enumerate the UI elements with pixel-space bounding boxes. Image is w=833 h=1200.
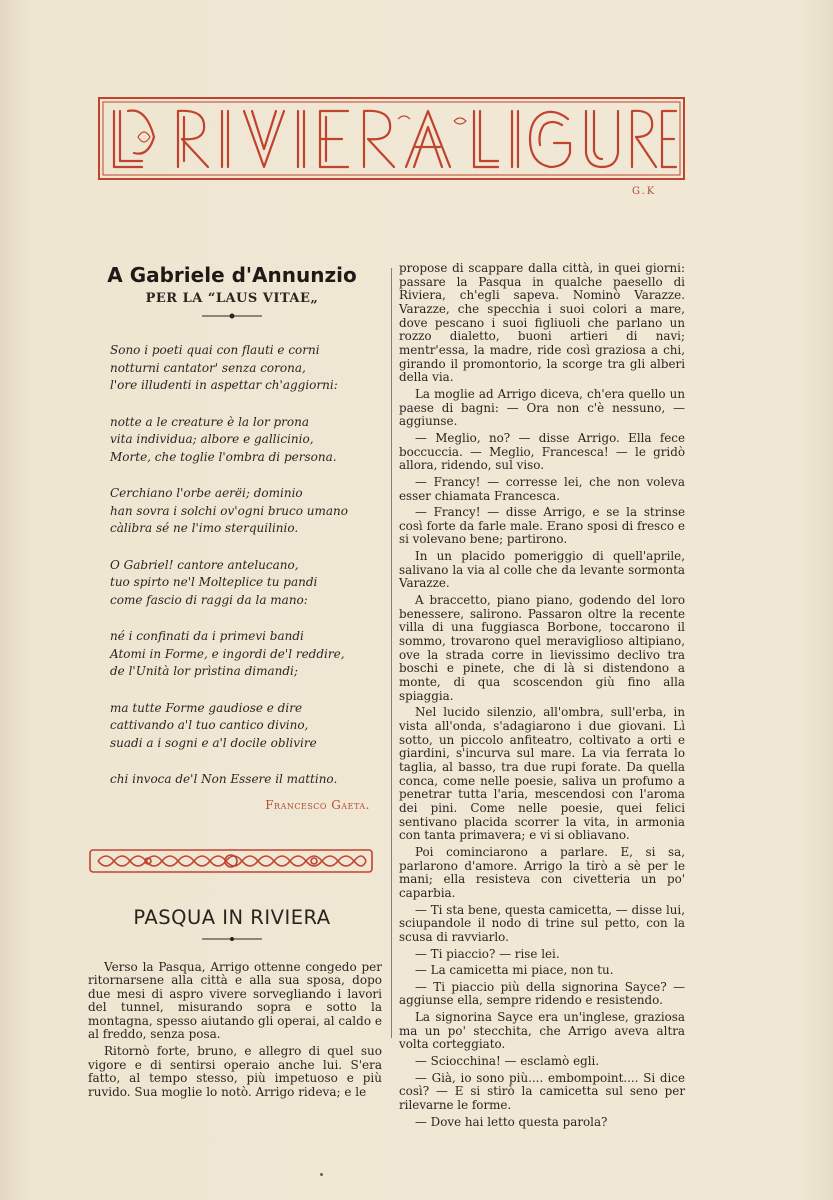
poem-verse: ma tutte Forme gaudiose e dire xyxy=(110,700,303,715)
story-paragraph: — Sciocchina! — esclamò egli. xyxy=(415,1054,600,1069)
story-paragraph: — La camicetta mi piace, non tu. xyxy=(415,963,614,978)
story-paragraph: Nel lucido silenzio, all'ombra, sull'erba, in vista all'onda, s'adagiarono i due giovani. Lì sotto, un piccolo anfiteatro, coltivato a orti e giardini, s'incurva sul mare. La via ferrata lo taglia, al basso, tra due rupi forate. Da quella conca, come nelle poesie, saliva un profumo a penetrar tutta l'aria, mescendosi con l'aroma dei pini. Come nelle poesie, quei felici sentivano placida scorrer la vita, in armonia con tanta primavera; e vi si obliavano. xyxy=(399,705,685,843)
poem-stanza xyxy=(110,342,378,395)
poem-author: Francesco Gaeta. xyxy=(265,797,370,812)
story-paragraph: — Ti piaccio più della signorina Sayce? — aggiunse ella, sempre ridendo e resistendo. xyxy=(399,979,685,1008)
poem-stanzas xyxy=(82,342,382,789)
poem-stanza xyxy=(110,771,378,789)
story-paragraph: Ritornò forte, bruno, e allegro di quel suo vigore e di sentirsi operaio anche lui. S'era fatto, al tempo stesso, più impetuoso e più ruvido. Sua moglie lo notò. Arrigo rideva; e le xyxy=(88,1044,382,1099)
poem-verse: suadi a i sogni e a'l docile oblivire xyxy=(110,735,317,750)
left-column xyxy=(82,260,382,1102)
story-title: PASQUA IN RIVIERA xyxy=(133,905,331,929)
poem-verse: càlibra sé ne l'imo sterquilinio. xyxy=(110,521,299,535)
poem-verse: O Gabriel! cantore antelucano, xyxy=(110,557,299,572)
story-paragraph: Verso la Pasqua, Arrigo ottenne congedo per ritornarsene alla città e alla sua sposa, dopo due mesi di aspro vivere sorvegliando i lavori del tunnel, misurando sopra e sotto la montagna, spesso aiutando gli operai, al caldo e al freddo, senza posa. xyxy=(88,959,382,1042)
story-paragraph: — Ti sta bene, questa camicetta, — disse lui, sciupandole il nodo di trine sul petto, con la scusa di ravviarlo. xyxy=(399,902,685,944)
story-paragraph: La moglie ad Arrigo diceva, ch'era quello un paese di bagni: — Ora non c'è nessuno, — aggiunse. xyxy=(399,386,685,429)
page-mark xyxy=(320,1173,323,1176)
poem-stanza xyxy=(110,628,378,681)
poem-subtitle: PER LA “LAUS VITAE„ xyxy=(145,291,319,306)
story-paragraph: — Meglio, no? — disse Arrigo. Ella fece boccuccia. — Meglio, Francesca! — le gridò allora, ridendo, sul viso. xyxy=(399,430,685,473)
decorative-divider-icon xyxy=(88,846,374,876)
story-paragraph: — Francy! — disse Arrigo, e se la strinse così forte da farle male. Erano sposi di fresco e si volevano bene; partirono. xyxy=(399,505,685,547)
poem-verse: han sovra i solchi ov'ogni bruco umano xyxy=(110,503,348,518)
story-paragraph: In un placido pomeriggio di quell'aprile, salivano la via al colle che da levante sormonta Varazze. xyxy=(399,549,685,591)
story-paragraph: — Già, io sono più.... embompoint.... Si dice così? — E si stirò la camicetta sul seno per rilevarne le forme. xyxy=(399,1070,685,1113)
poem-verse: Morte, che toglie l'ombra di persona. xyxy=(110,449,337,464)
poem-stanza xyxy=(110,414,378,467)
story-paragraph: — Dove hai letto questa parola? xyxy=(415,1114,608,1129)
poem-stanza xyxy=(110,700,378,753)
poem-stanza xyxy=(110,485,378,538)
story-paragraph: — Ti piaccio? — rise lei. xyxy=(415,946,560,961)
poem-verse: Cerchiano l'orbe aerëi; dominio xyxy=(110,486,303,500)
story-paragraph: — Francy! — corresse lei, che non voleva esser chiamata Francesca. xyxy=(399,474,685,503)
poem-verse: Atomi in Forme, e ingordi de'l reddire, xyxy=(110,646,345,661)
poem-verse: né i confinati da i primevi bandi xyxy=(110,629,304,643)
poem-stanza xyxy=(110,557,378,610)
poem-verse: Sono i poeti quai con flauti e corni xyxy=(110,343,320,357)
poem-verse: come fascio di raggi da la mano: xyxy=(110,592,308,607)
poem-verse: tuo spirto ne'l Molteplice tu pandi xyxy=(110,575,318,589)
logo-initials: G.K xyxy=(632,186,657,197)
small-ornament-icon xyxy=(202,312,262,320)
poem-verse: chi invoca de'l Non Essere il mattino. xyxy=(110,772,338,786)
story-paragraph: La signorina Sayce era un'inglese, graziosa ma un po' stecchita, che Arrigo aveva altra volta corteggiato. xyxy=(399,1010,685,1052)
poem-verse: notturni cantator' senza corona, xyxy=(110,360,306,375)
story-text-left xyxy=(82,961,382,1100)
poem-verse: l'ore illudenti in aspettar ch'aggiorni: xyxy=(110,378,338,392)
story-paragraph: A braccetto, piano piano, godendo del loro benessere, salirono. Passaron oltre la recente villa di una fuggiasca Borbone, toccarono il sommo, trovarono quel meraviglioso altipiano, ove la strada corre in lievissimo declivo tra boschi e pinete, che di là si distendono a monte, di qua scoscendon giù fino alla spiaggia. xyxy=(399,593,685,703)
masthead-logo xyxy=(98,97,685,180)
story-paragraph: Poi cominciarono a parlare. E, si sa, parlarono d'amore. Arrigo la tirò a sè per le mani; ella resisteva con civetteria un po' caparbia. xyxy=(399,844,685,900)
poem-verse: vita individua; albore e gallicinio, xyxy=(110,432,314,446)
poem-verse: de l'Unità lor prìstina dimandi; xyxy=(110,664,298,678)
story-paragraph: propose di scappare dalla città, in quei giorni: passare la Pasqua in qualche paesello di Riviera, ch'egli sapeva. Nominò Varazze. Varazze, che specchia i suoi colori a mare, dove pescano i suoi figliuoli che parlano un rozzo dialetto, buoni artieri di navi; mentr'essa, la madre, ride così graziosa a chi, girando il promontorio, la scorge tra gli alberi della via. xyxy=(399,261,685,385)
poem-title: A Gabriele d'Annunzio xyxy=(107,263,357,287)
poem-verse: cattivando a'l tuo cantico divino, xyxy=(110,718,309,732)
small-ornament-icon xyxy=(202,935,262,943)
column-divider xyxy=(391,268,392,1038)
right-column xyxy=(399,262,685,1132)
poem-verse: notte a le creature è la lor prona xyxy=(110,414,310,429)
